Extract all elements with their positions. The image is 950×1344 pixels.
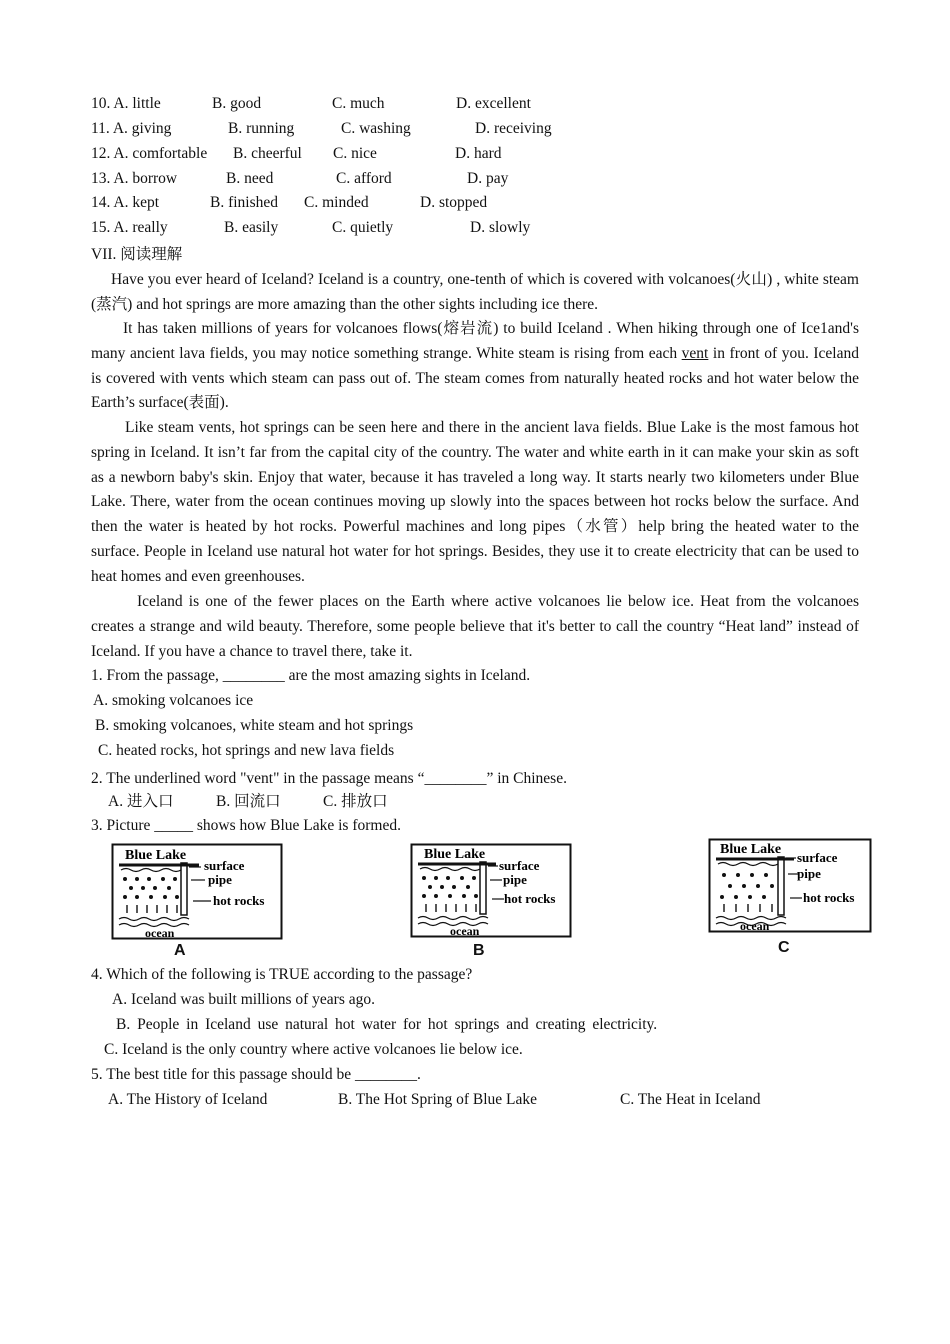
passage-paragraph-4: Iceland is one of the fewer places on the Earth where active volcanoes lie below ice. Heat from the volcanoes creates a strange and wild beauty. Therefore, some people believe that it's better to call the country “Heat land” instead of Iceland. If you have a chance to travel there, take it. bbox=[91, 593, 859, 660]
vocab-15-a: 15. A. really bbox=[91, 219, 168, 236]
question-4-option-a: A. Iceland was built millions of years ago. bbox=[112, 991, 376, 1008]
label-ocean: ocean bbox=[145, 926, 175, 940]
question-2-option-c: C. 排放口 bbox=[323, 793, 388, 810]
label-pipe: pipe bbox=[208, 872, 232, 887]
vocab-14-c: C. minded bbox=[304, 194, 369, 211]
question-4-option-c: C. Iceland is the only country where active volcanoes lie below ice. bbox=[104, 1041, 523, 1058]
vocab-12-a: 12. A. comfortable bbox=[91, 145, 208, 162]
label-ocean: ocean bbox=[450, 924, 480, 938]
blue-lake-diagram-a bbox=[111, 843, 283, 941]
vocab-11-c: C. washing bbox=[341, 120, 411, 137]
question-1-option-a: A. smoking volcanoes ice bbox=[93, 692, 254, 709]
question-2: 2. The underlined word "vent" in the passage means “________” in Chinese. bbox=[91, 770, 567, 787]
vocab-15-c: C. quietly bbox=[332, 219, 394, 236]
question-3: 3. Picture _____ shows how Blue Lake is formed. bbox=[91, 817, 401, 834]
question-2-option-b: B. 回流口 bbox=[216, 793, 281, 810]
picture-letter-a: A bbox=[174, 942, 186, 959]
picture-c bbox=[708, 838, 872, 956]
label-hot-rocks: hot rocks bbox=[504, 891, 556, 906]
label-hot-rocks: hot rocks bbox=[803, 890, 855, 905]
label-blue-lake: Blue Lake bbox=[424, 847, 486, 862]
label-ocean: ocean bbox=[740, 919, 770, 933]
blue-lake-diagram-b bbox=[410, 843, 572, 939]
picture-letter-c: C bbox=[778, 939, 790, 956]
section-title: VII. 阅读理解 bbox=[91, 246, 183, 263]
label-hot-rocks: hot rocks bbox=[213, 893, 265, 908]
question-4: 4. Which of the following is TRUE according to the passage? bbox=[91, 966, 473, 983]
label-pipe: pipe bbox=[797, 866, 821, 881]
label-surface: surface bbox=[797, 850, 838, 865]
vocab-14-d: D. stopped bbox=[420, 194, 488, 211]
picture-letter-b: B bbox=[473, 942, 485, 959]
p2-text-before: It has taken millions of years for volcanoes flows(熔岩流) to build Iceland . When hiking through one of Ice1and's many ancient lava fields, you may notice something strange. White steam is rising from each bbox=[91, 320, 859, 362]
passage-paragraph-2 bbox=[91, 317, 859, 416]
question-1: 1. From the passage, ________ are the most amazing sights in Iceland. bbox=[91, 667, 531, 684]
vocab-14-b: B. finished bbox=[210, 194, 279, 211]
vocab-13-c: C. afford bbox=[336, 170, 392, 187]
label-surface: surface bbox=[499, 858, 540, 873]
vocab-10-b: B. good bbox=[212, 95, 262, 112]
question-4-option-b: B. People in Iceland use natural hot water for hot springs and creating electricity. bbox=[116, 1016, 658, 1033]
vocab-14-a: 14. A. kept bbox=[91, 194, 160, 211]
label-blue-lake: Blue Lake bbox=[125, 848, 187, 863]
question-2-option-a: A. 进入口 bbox=[108, 793, 174, 810]
vocab-13-a: 13. A. borrow bbox=[91, 170, 178, 187]
vocab-12-c: C. nice bbox=[333, 145, 377, 162]
question-5-option-a: A. The History of Iceland bbox=[108, 1091, 268, 1108]
question-5: 5. The best title for this passage should be ________. bbox=[91, 1066, 421, 1083]
question-5-option-b: B. The Hot Spring of Blue Lake bbox=[338, 1091, 538, 1108]
vocab-10-a: 10. A. little bbox=[91, 95, 161, 112]
vocab-10-d: D. excellent bbox=[456, 95, 531, 112]
label-pipe: pipe bbox=[503, 872, 527, 887]
question-1-option-c: C. heated rocks, hot springs and new lava fields bbox=[98, 742, 395, 759]
vocab-11-a: 11. A. giving bbox=[91, 120, 172, 137]
vocab-10-c: C. much bbox=[332, 95, 385, 112]
vocab-13-d: D. pay bbox=[467, 170, 509, 187]
p2-text-after: in front of you. Iceland is covered with vents which steam can pass out of. The steam comes from naturally heated rocks and hot water below the Earth’s surface(表面). bbox=[91, 344, 859, 412]
question-5-option-c: C. The Heat in Iceland bbox=[620, 1091, 761, 1108]
picture-b bbox=[410, 843, 572, 959]
vocab-13-b: B. need bbox=[226, 170, 274, 187]
label-surface: surface bbox=[204, 858, 245, 873]
question-1-option-b: B. smoking volcanoes, white steam and hot springs bbox=[95, 717, 414, 734]
vocab-15-d: D. slowly bbox=[470, 219, 531, 236]
vocab-11-b: B. running bbox=[228, 120, 295, 137]
vocab-11-d: D. receiving bbox=[475, 120, 552, 137]
passage-paragraph-3: Like steam vents, hot springs can be seen here and there in the ancient lava fields. Blue Lake is the most famous hot spring in Iceland. It isn’t far from the capital city of the country. The water and white earth in it can make your skin as soft as a newborn baby's skin. Enjoy that water, because it has traveled a long way. It starts nearly two kilometers under Blue Lake. There, water from the ocean continues moving up slowly into the spaces between hot rocks below the surface. And then the water is heated by hot rocks. Powerful machines and long pipes（水管）help bring the heated water to the surface. People in Iceland use natural hot water for hot springs. Besides, they use it to create electricity that can be used to heat homes and even greenhouses. bbox=[91, 419, 859, 585]
picture-a bbox=[111, 843, 283, 959]
vocab-12-d: D. hard bbox=[455, 145, 502, 162]
vocab-15-b: B. easily bbox=[224, 219, 279, 236]
label-blue-lake: Blue Lake bbox=[720, 842, 782, 857]
passage-paragraph-1: Have you ever heard of Iceland? Iceland is a country, one-tenth of which is covered with volcanoes(火山) , white steam (蒸汽) and hot springs are more amazing than the other sights including ice there. bbox=[91, 271, 859, 313]
vocab-12-b: B. cheerful bbox=[233, 145, 302, 162]
vent-underlined-word: vent bbox=[681, 344, 709, 362]
blue-lake-diagram-c bbox=[708, 838, 872, 934]
